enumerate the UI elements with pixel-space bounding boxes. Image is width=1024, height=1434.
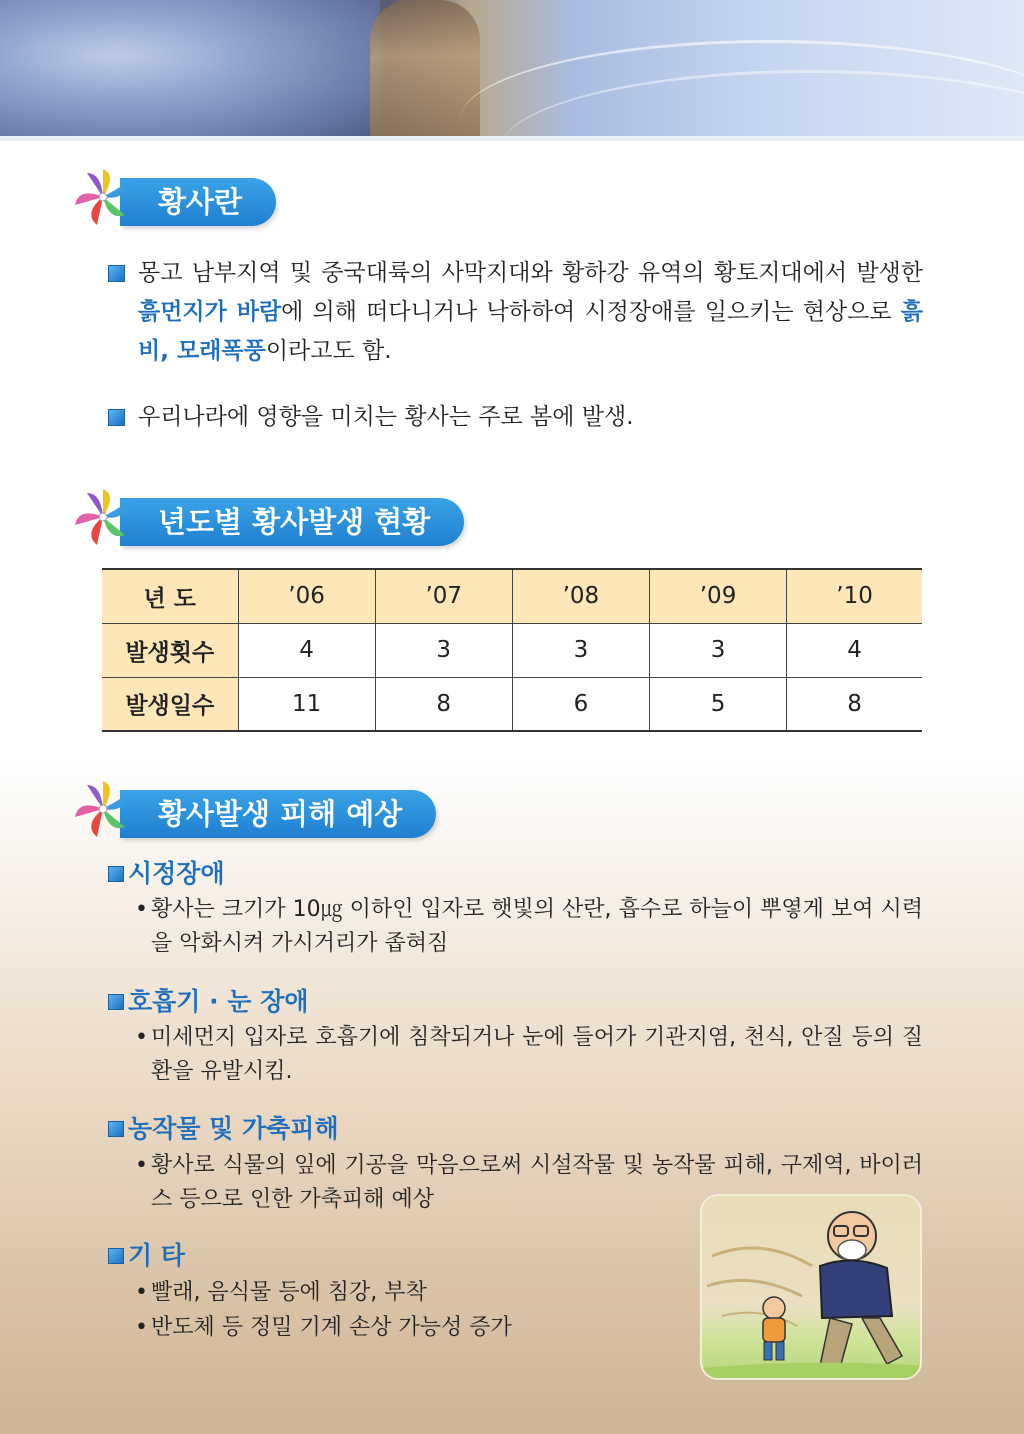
table-cell: 3 bbox=[512, 623, 649, 677]
row-label-occurrences: 발생횟수 bbox=[102, 623, 238, 677]
effect-item-visibility bbox=[135, 893, 925, 963]
table-row bbox=[102, 677, 922, 731]
dot-bullet: • bbox=[135, 1153, 148, 1178]
effect-title: 호흡기 · 눈 장애 bbox=[128, 987, 309, 1016]
banner-divider bbox=[0, 136, 1024, 141]
highlight-text: 흙비, 모래폭풍 bbox=[138, 299, 923, 364]
effect-title: 시정장애 bbox=[128, 859, 225, 888]
square-bullet-icon bbox=[108, 1248, 124, 1264]
square-bullet-icon bbox=[108, 409, 125, 426]
header-banner-image bbox=[0, 0, 1024, 140]
table-header-cell: ’10 bbox=[787, 569, 922, 623]
table-header-cell: ’06 bbox=[238, 569, 375, 623]
table-header-cell: ’09 bbox=[649, 569, 786, 623]
intro-paragraph-1 bbox=[108, 254, 923, 374]
cartoon-people-illustration bbox=[702, 1196, 922, 1380]
effect-title: 기 타 bbox=[128, 1241, 186, 1270]
dot-bullet: • bbox=[135, 1315, 148, 1340]
intro-text: 에 의해 떠다니거나 낙하하여 시정장애를 일으키는 현상으로 bbox=[281, 299, 901, 325]
intro-text: 이라고도 함. bbox=[265, 338, 392, 364]
effect-text: 빨래, 음식물 등에 침강, 부착 bbox=[151, 1280, 427, 1305]
dot-bullet: • bbox=[135, 1025, 148, 1050]
intro-paragraph-text: 우리나라에 영향을 미치는 황사는 주로 봄에 발생. bbox=[138, 404, 634, 430]
effect-heading-respiratory bbox=[108, 986, 309, 1018]
effect-text: 황사는 크기가 10㎍ 이하인 입자로 햇빛의 산란, 흡수로 하늘이 뿌옇게 보여 시력을 악화시켜 가시거리가 좁혀짐 bbox=[151, 897, 923, 956]
table-header-cell: ’08 bbox=[512, 569, 649, 623]
square-bullet-icon bbox=[108, 265, 125, 282]
table-cell: 11 bbox=[238, 677, 375, 731]
highlight-text: 흙먼지가 바람 bbox=[138, 299, 282, 325]
intro-text: 몽고 남부지역 및 중국대륙의 사막지대와 황하강 유역의 황토지대에서 발생한 bbox=[138, 260, 923, 286]
table-header-row bbox=[102, 569, 922, 623]
table-cell: 3 bbox=[649, 623, 786, 677]
effect-text: 황사로 식물의 잎에 기공을 막음으로써 시설작물 및 농작물 피해, 구제역, 바이러스 등으로 인한 가축피해 예상 bbox=[151, 1153, 924, 1212]
effect-heading-other bbox=[108, 1240, 185, 1272]
effect-heading-agriculture bbox=[108, 1113, 339, 1145]
effect-text: 미세먼지 입자로 호흡기에 침착되거나 눈에 들어가 기관지염, 천식, 안질 등의 질환을 유발시킴. bbox=[151, 1025, 924, 1084]
effect-heading-visibility bbox=[108, 858, 225, 890]
effect-item-respiratory bbox=[135, 1021, 925, 1091]
pinwheel-icon bbox=[70, 164, 136, 230]
table-cell: 5 bbox=[649, 677, 786, 731]
table-header-cell: ’07 bbox=[375, 569, 512, 623]
pinwheel-icon bbox=[70, 484, 136, 550]
table-cell: 3 bbox=[375, 623, 512, 677]
dot-bullet: • bbox=[135, 897, 148, 922]
table-cell: 6 bbox=[512, 677, 649, 731]
section-title: 년도별 황사발생 현황 bbox=[120, 498, 464, 546]
satellite-map-image bbox=[0, 0, 380, 140]
table-header-year-label: 년 도 bbox=[102, 569, 238, 623]
effect-item-other-1 bbox=[135, 1276, 675, 1312]
table-cell: 8 bbox=[375, 677, 512, 731]
effect-text: 반도체 등 정밀 기계 손상 가능성 증가 bbox=[151, 1315, 512, 1340]
intro-paragraph-2 bbox=[108, 398, 923, 438]
table-cell: 4 bbox=[787, 623, 922, 677]
section-title: 황사란 bbox=[120, 178, 276, 226]
table-cell: 8 bbox=[787, 677, 922, 731]
effect-title: 농작물 및 가축피해 bbox=[128, 1114, 339, 1143]
dust-storm-cartoon-illustration bbox=[700, 1194, 922, 1380]
square-bullet-icon bbox=[108, 1121, 124, 1137]
table-row bbox=[102, 623, 922, 677]
section-title: 황사발생 피해 예상 bbox=[120, 790, 436, 838]
row-label-days: 발생일수 bbox=[102, 677, 238, 731]
table-cell: 4 bbox=[238, 623, 375, 677]
square-bullet-icon bbox=[108, 994, 124, 1010]
intro-paragraph-text bbox=[138, 254, 923, 371]
square-bullet-icon bbox=[108, 866, 124, 882]
effect-item-other-2 bbox=[135, 1311, 675, 1347]
pinwheel-icon bbox=[70, 776, 136, 842]
dot-bullet: • bbox=[135, 1280, 148, 1305]
yearly-dust-table bbox=[102, 568, 922, 732]
